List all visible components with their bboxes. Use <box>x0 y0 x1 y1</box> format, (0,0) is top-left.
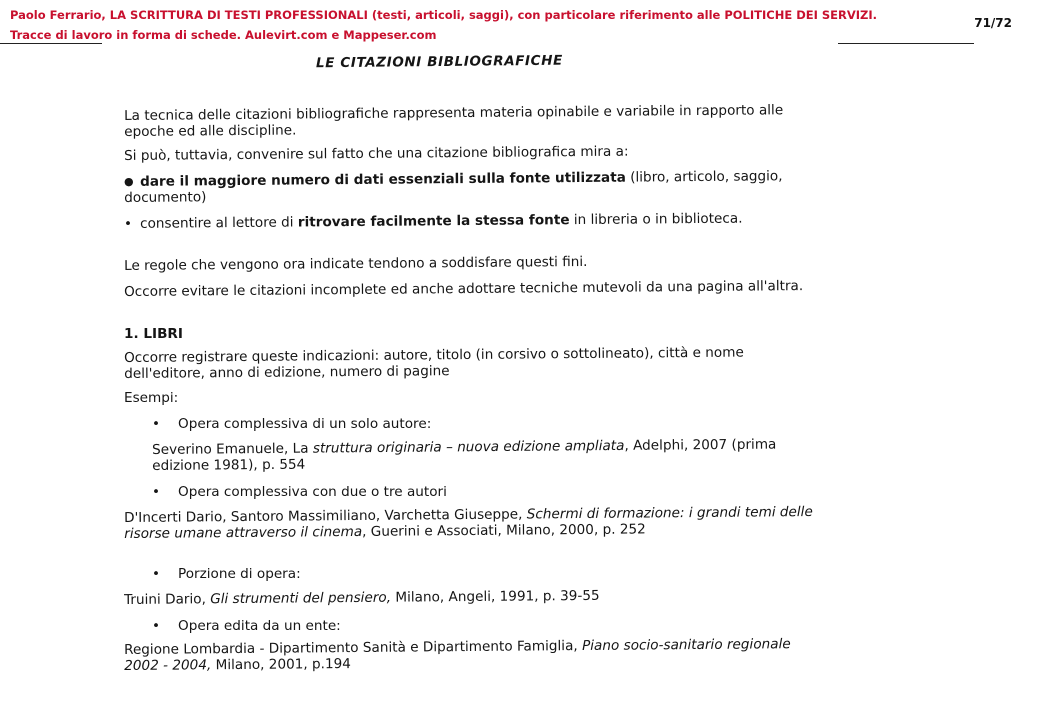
bullet-icon: • <box>152 484 161 500</box>
aim-item-1 <box>124 168 824 206</box>
ex2-title: Schermi di formazione: i grandi temi delle risorse umane attraverso il cinema <box>124 503 813 542</box>
ex3-author: Truini Dario, <box>124 591 211 608</box>
avoid-paragraph: Occorre evitare le citazioni incomplete ed anche adottare tecniche mutevoli da una pagina all'altra. <box>124 278 804 300</box>
document-title: LE CITAZIONI BIBLIOGRAFICHE <box>315 52 563 72</box>
aim-1-bold: dare il maggiore numero di dati essenziali sulla fonte utilizzata <box>139 169 626 190</box>
ex1-title: struttura originaria – nuova edizione ampliata <box>312 437 625 457</box>
example-2-label: Opera complessiva con due o tre autori <box>178 484 447 500</box>
bullet-icon: • <box>152 566 161 582</box>
aim-2-rest: in libreria o in biblioteca. <box>569 210 743 229</box>
ex4-author: Regione Lombardia - Dipartimento Sanità e Dipartimento Famiglia, <box>124 638 583 658</box>
bullet-icon: • <box>152 416 161 432</box>
example-1-label: Opera complessiva di un solo autore: <box>178 416 432 432</box>
intro-paragraph: La tecnica delle citazioni bibliografiche rappresenta materia opinabile e variabile in rapporto alle epoche ed alle discipline. <box>124 102 784 140</box>
header-line-1: Paolo Ferrario, LA SCRITTURA DI TESTI PROFESSIONALI (testi, articoli, saggi), con particolare riferimento alle POLITICHE DEI SERVIZI. <box>10 8 878 22</box>
ex2-rest: , Guerini e Associati, Milano, 2000, p. 252 <box>362 521 646 540</box>
example-4-citation <box>124 636 824 674</box>
example-2-citation <box>124 504 824 542</box>
header-rule-right <box>838 43 974 44</box>
ex3-title: Gli strumenti del pensiero, <box>210 589 392 608</box>
ex1-rest: , Adelphi, 2007 (prima edizione 1981), p. 554 <box>152 436 777 474</box>
aim-2-pre: consentire al lettore di <box>139 214 298 232</box>
bullet-icon: ● <box>124 175 134 188</box>
aim-1-rest: (libro, articolo, saggio, documento) <box>124 168 783 206</box>
bullet-icon: • <box>124 216 133 232</box>
ex1-author: Severino Emanuele, La <box>152 440 313 458</box>
page-number: 71/72 <box>974 16 1012 30</box>
ex2-author: D'Incerti Dario, Santoro Massimiliano, Varchetta Giuseppe, <box>124 506 527 526</box>
intro-paragraph-2: Si può, tuttavia, convenire sul fatto che una citazione bibliografica mira a: <box>124 143 629 164</box>
examples-label: Esempi: <box>124 390 179 406</box>
bullet-icon: • <box>152 618 161 634</box>
aim-item-2 <box>124 210 824 232</box>
ex4-title: Piano socio-sanitario regionale 2002 - 2004, <box>124 636 791 674</box>
section-libri-text: Occorre registrare queste indicazioni: autore, titolo (in corsivo o sottolineato), città e nome dell'editore, anno di edizione, numero di pagine <box>124 344 744 382</box>
example-4-label: Opera edita da un ente: <box>178 618 341 634</box>
header-rule-left <box>0 43 102 44</box>
aim-2-bold: ritrovare facilmente la stessa fonte <box>297 212 570 231</box>
example-1-citation <box>152 436 812 474</box>
ex4-rest: Milano, 2001, p.194 <box>211 656 351 674</box>
section-heading-libri: 1. LIBRI <box>124 326 183 342</box>
ex3-rest: Milano, Angeli, 1991, p. 39-55 <box>390 587 600 606</box>
example-3-citation <box>124 586 824 608</box>
rules-paragraph: Le regole che vengono ora indicate tendono a soddisfare questi fini. <box>124 253 588 274</box>
example-3-label: Porzione di opera: <box>178 566 301 582</box>
header-line-2: Tracce di lavoro in forma di schede. Aulevirt.com e Mappeser.com <box>10 28 437 42</box>
